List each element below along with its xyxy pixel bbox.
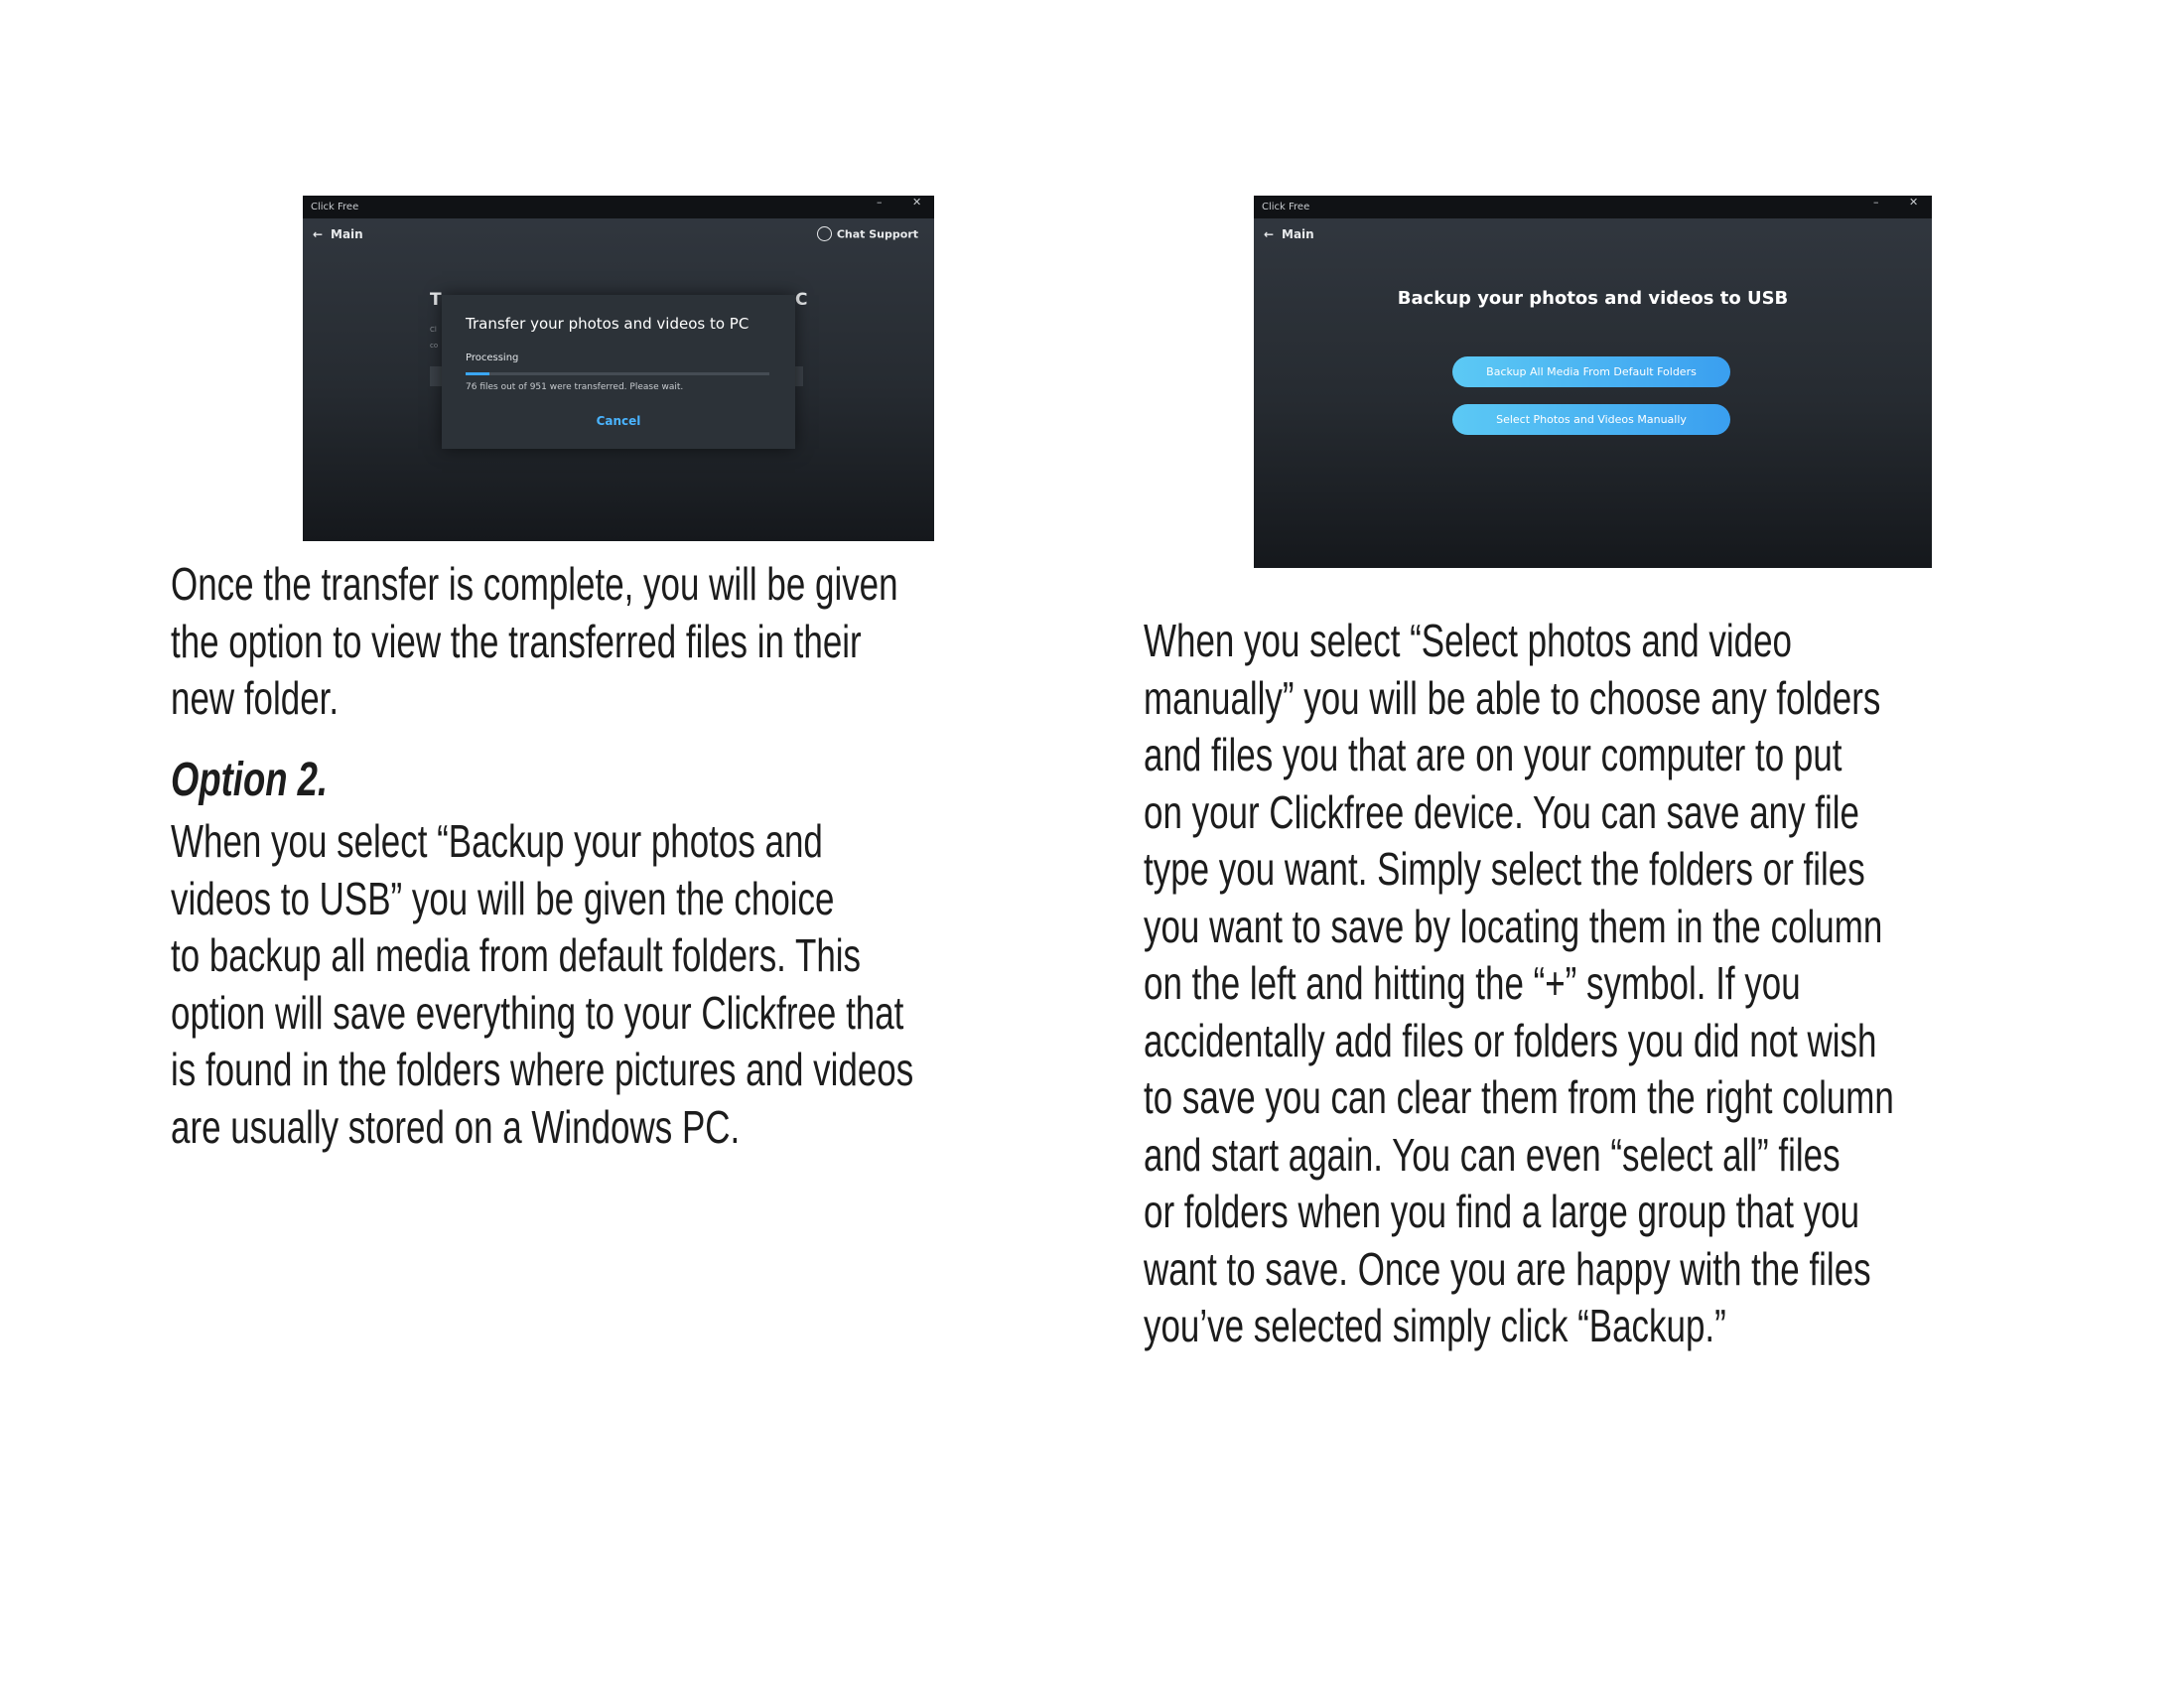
text-line: on your Clickfree device. You can save any file [1144, 785, 1859, 838]
text-line: When you select “Backup your photos and [171, 815, 823, 867]
back-nav[interactable] [1264, 227, 1314, 241]
text-line: you’ve selected simply click “Backup.” [1144, 1300, 1726, 1351]
text-line: want to save. Once you are happy with the files [1144, 1242, 1871, 1295]
text-line: are usually stored on a Windows PC. [171, 1100, 741, 1153]
text-line: When you select “Select photos and video [1144, 615, 1792, 666]
text-line: new folder. [171, 672, 340, 724]
progress-fill [466, 372, 489, 375]
cancel-button[interactable]: Cancel [596, 414, 641, 428]
text-line: to save you can clear them from the right column [1144, 1071, 1894, 1123]
progress-message: 76 files out of 951 were transferred. Please wait. [466, 382, 684, 392]
select-manually-button[interactable]: Select Photos and Videos Manually [1452, 404, 1730, 435]
close-button[interactable]: ✕ [912, 196, 922, 209]
text-line: and start again. You can even “select all” files [1144, 1128, 1841, 1181]
background-text-1: Cl [430, 326, 437, 334]
transfer-screenshot [303, 196, 934, 541]
text-line: type you want. Simply select the folders or files [1144, 843, 1865, 895]
text-line: Once the transfer is complete, you will be given [171, 558, 898, 610]
dialog-status: Processing [466, 352, 519, 363]
back-arrow-icon: ← [313, 227, 324, 241]
background-text-2: co [430, 342, 439, 350]
chat-support-label: Chat Support [836, 227, 918, 241]
option-heading: Option 2. [171, 754, 329, 806]
text-line: option will save everything to your Clickfree that [171, 986, 904, 1039]
minimize-button[interactable]: – [1873, 196, 1879, 209]
backup-heading: Backup your photos and videos to USB [1397, 288, 1789, 309]
back-label: Main [1282, 227, 1314, 241]
background-heading-start: T [430, 290, 442, 310]
transfer-dialog [442, 295, 795, 449]
text-line: the option to view the transferred files in their [171, 615, 862, 667]
text-line: to backup all media from default folders. This [171, 929, 862, 981]
text-line: videos to USB” you will be given the choice [171, 872, 835, 924]
back-arrow-icon: ← [1264, 227, 1275, 241]
text-line: accidentally add files or folders you did not wish [1144, 1014, 1877, 1066]
progress-bar [466, 372, 769, 375]
backup-all-media-button[interactable]: Backup All Media From Default Folders [1452, 356, 1730, 387]
app-title: Click Free [311, 202, 359, 212]
text-line: you want to save by locating them in the column [1144, 900, 1883, 952]
transfer-complete-paragraph [171, 556, 898, 728]
text-line: and files you that are on your computer to put [1144, 729, 1843, 780]
backup-screenshot [1254, 196, 1932, 568]
chat-icon [817, 226, 832, 241]
app-title: Click Free [1262, 202, 1310, 212]
title-bar [303, 196, 934, 218]
text-line: or folders when you find a large group that you [1144, 1186, 1860, 1237]
text-line: is found in the folders where pictures and videos [171, 1044, 914, 1095]
background-heading-end: C [795, 290, 808, 310]
close-button[interactable]: ✕ [1909, 196, 1919, 209]
text-line: manually” you will be able to choose any folders [1144, 671, 1881, 724]
back-nav[interactable] [313, 227, 363, 241]
minimize-button[interactable]: – [877, 196, 883, 209]
select-manually-paragraph [1144, 613, 1894, 1355]
option-2-paragraph [171, 813, 913, 1156]
title-bar [1254, 196, 1932, 218]
chat-support-button[interactable] [817, 227, 918, 242]
back-label: Main [331, 227, 363, 241]
dialog-title: Transfer your photos and videos to PC [466, 315, 750, 333]
text-line: on the left and hitting the “+” symbol. If you [1144, 957, 1801, 1009]
